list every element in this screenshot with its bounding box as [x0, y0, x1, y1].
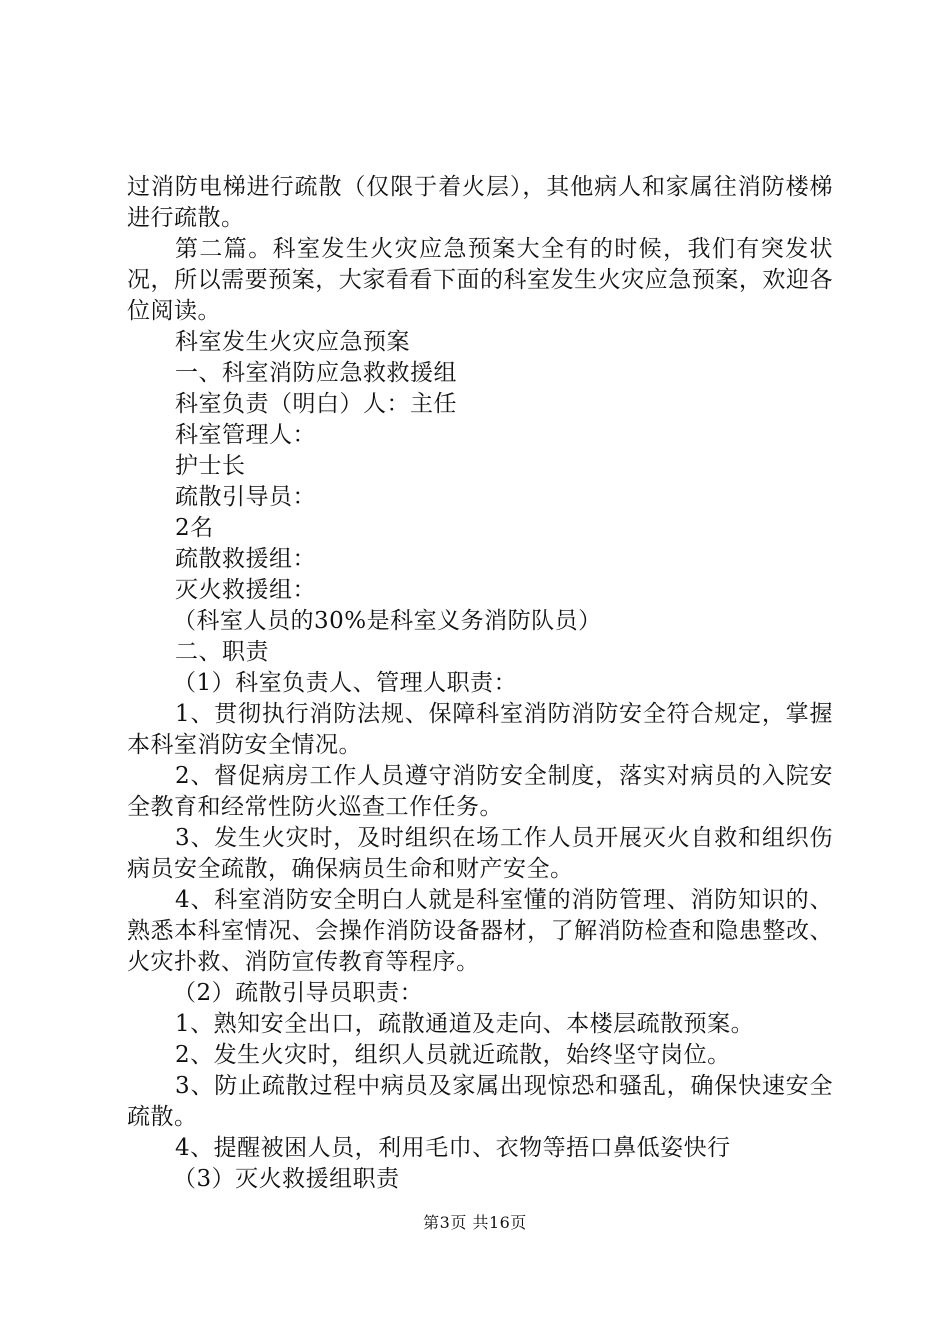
subsection-heading-2: （2）疏散引导员职责：: [173, 980, 424, 1006]
responsible-person: 科室负责（明白）人：主任: [175, 391, 457, 417]
firefighting-rescue-group: 灭火救援组：: [175, 577, 316, 603]
paragraph-1: 过消防电梯进行疏散（仅限于着火层），其他病人和家属往消防楼梯进行疏散。: [127, 174, 833, 231]
subsection-heading-1: （1）科室负责人、管理人职责：: [173, 670, 518, 696]
department-manager-value: 护士长: [175, 453, 246, 479]
duty-item-1-4: 4、科室消防安全明白人就是科室懂的消防管理、消防知识的、熟悉本科室情况、会操作消防设备器材，了解消防检查和隐患整改、火灾扑救、消防宣传教育等程序。: [127, 887, 833, 975]
paragraph-2: 第二篇。科室发生火灾应急预案大全有的时候，我们有突发状况，所以需要预案，大家看看下面的科室发生火灾应急预案，欢迎各位阅读。: [127, 236, 833, 324]
duty-item-1-2: 2、督促病房工作人员遵守消防安全制度，落实对病员的入院安全教育和经常性防火巡查工作任务。: [127, 763, 833, 820]
evacuation-rescue-group: 疏散救援组：: [175, 546, 316, 572]
duty-item-2-4: 4、提醒被困人员，利用毛巾、衣物等捂口鼻低姿快行: [175, 1135, 731, 1161]
subsection-heading-3: （3）灭火救援组职责: [173, 1166, 400, 1192]
plan-title: 科室发生火灾应急预案: [175, 329, 410, 355]
duty-item-2-2: 2、发生火灾时，组织人员就近疏散，始终坚守岗位。: [175, 1042, 731, 1068]
duty-item-2-3: 3、防止疏散过程中病员及家属出现惊恐和骚乱，确保快速安全疏散。: [127, 1073, 833, 1130]
duty-item-2-1: 1、熟知安全出口，疏散通道及走向、本楼层疏散预案。: [175, 1011, 755, 1037]
evacuation-guide-label: 疏散引导员：: [175, 484, 316, 510]
volunteer-note: （科室人员的30%是科室义务消防队员）: [173, 608, 602, 634]
section-heading-1: 一、科室消防应急救救援组: [175, 360, 457, 386]
duty-item-1-1: 1、贯彻执行消防法规、保障科室消防消防安全符合规定，掌握本科室消防安全情况。: [127, 701, 833, 758]
department-manager-label: 科室管理人：: [175, 422, 316, 448]
page-footer: 第3页 共16页: [423, 1213, 527, 1232]
evacuation-guide-value: 2名: [175, 515, 214, 541]
document-body: [127, 172, 833, 1195]
duty-item-1-3: 3、发生火灾时，及时组织在场工作人员开展灭火自救和组织伤病员安全疏散，确保病员生命和财产安全。: [127, 825, 833, 882]
section-heading-2: 二、职责: [175, 639, 269, 665]
